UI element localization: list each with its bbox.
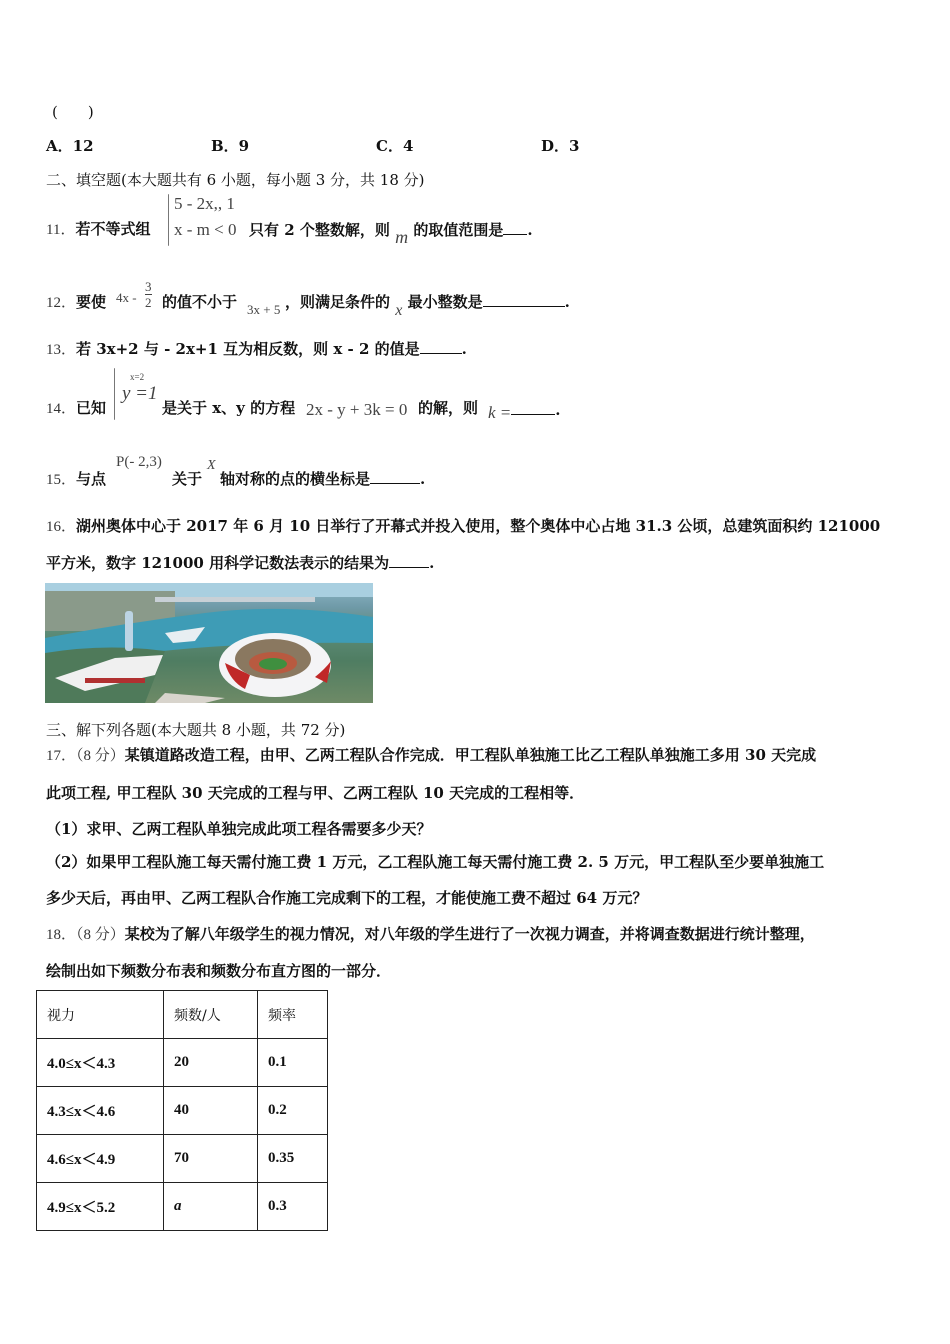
answer-blank[interactable] (503, 221, 527, 235)
point-p: P(- 2,3) (116, 454, 162, 470)
table-row: 4.3≤x＜4.6 40 0.2 (37, 1087, 328, 1135)
table-row: 4.9≤x＜5.2 a 0.3 (37, 1183, 328, 1231)
question-13: 13．若 3x+2 与 - 2x+1 互为相反数，则 x - 2 的值是 . (46, 340, 467, 358)
option-a: A．12 (46, 137, 94, 155)
header-frequency: 频率 (258, 991, 328, 1039)
question-11-text: 只有 2 个整数解，则 m 的取值范围是 . (249, 221, 533, 247)
stadium-illustration-icon (45, 583, 373, 703)
brace-icon (114, 368, 115, 420)
answer-blank[interactable] (420, 340, 462, 354)
question-14: 14．已知 (46, 399, 107, 417)
answer-blank[interactable] (370, 470, 420, 484)
question-17-part-1: （1）求甲、乙两工程队单独完成此项工程各需要多少天？ (46, 820, 432, 838)
fraction: 3 2 (145, 279, 152, 310)
answer-blank[interactable] (483, 293, 565, 307)
question-11: 11．若不等式组 (46, 220, 151, 238)
section-3-title: 三、解下列各题(本大题共 8 小题，共 72 分) (46, 721, 346, 739)
table-row: 4.6≤x＜4.9 70 0.35 (37, 1135, 328, 1183)
answer-blank[interactable] (511, 401, 555, 415)
question-12: 12．要使 (46, 293, 107, 311)
table-header-row (37, 991, 328, 1039)
table-row: 4.0≤x＜4.3 20 0.1 (37, 1039, 328, 1087)
question-17-part-2: （2）如果甲工程队施工每天需付施工费 1 万元，乙工程队施工每天需付施工费 2. 5 万元，甲工程队至少要单独施工 (46, 853, 825, 871)
header-vision: 视力 (37, 991, 164, 1039)
header-count: 频数/人 (164, 991, 258, 1039)
answer-paren: ( ) (52, 103, 94, 121)
inequality-2: x - m < 0 (174, 220, 237, 239)
question-number: 11． (46, 222, 76, 238)
frequency-table (36, 990, 328, 1231)
question-17: 17．（8 分）某镇道路改造工程，由甲、乙两工程队合作完成．甲工程队单独施工比乙工程队单独施工多用 30 天完成 (46, 746, 817, 764)
question-15: 15．与点 (46, 470, 107, 488)
section-2-title: 二、填空题(本大题共有 6 小题，每小题 3 分，共 18 分) (46, 171, 425, 189)
inequality-1: 5 - 2x,, 1 (174, 194, 235, 213)
option-c: C．4 (376, 137, 414, 155)
question-16: 16．湖州奥体中心于 2017 年 6 月 10 日举行了开幕式并投入使用，整个奥体中心占地 31.3 公顷，总建筑面积约 121000 (46, 517, 881, 535)
equation: 2x - y + 3k = 0 (306, 400, 408, 419)
answer-blank[interactable] (389, 554, 429, 568)
brace-icon (168, 194, 169, 246)
question-18: 18．（8 分）某校为了解八年级学生的视力情况，对八年级的学生进行了一次视力调查，并将调查数据进行统计整理， (46, 925, 815, 943)
option-d: D．3 (541, 137, 580, 155)
stadium-photo (45, 583, 373, 703)
option-b: B．9 (211, 137, 250, 155)
